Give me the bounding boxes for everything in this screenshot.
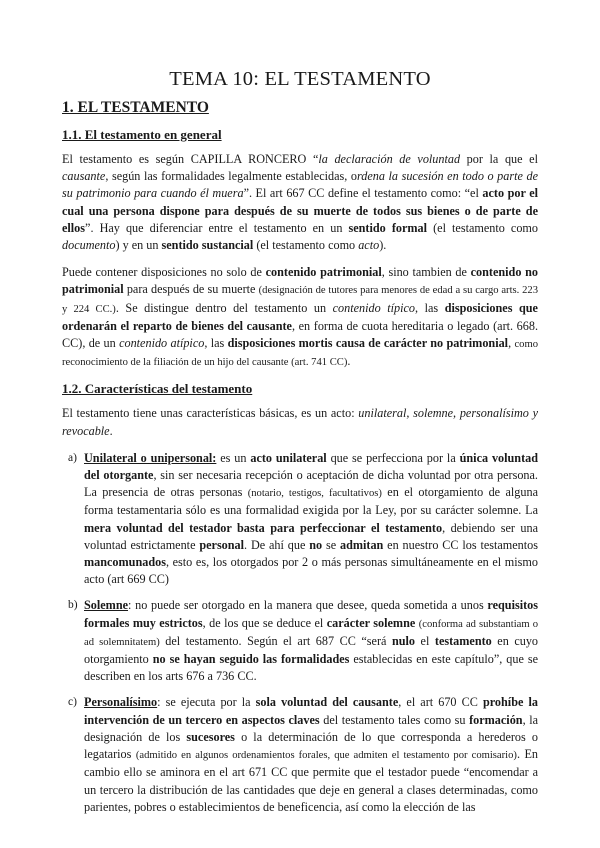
text-run: ). [379,238,387,253]
subsection-heading: 1.2. Características del testamento [62,381,253,397]
text-run: , la designación de los [84,712,539,744]
text-run: es un [216,450,251,465]
text-run: contenido atípico [119,336,205,351]
list-marker: c) [68,696,77,709]
text-run: para después de su muerte [123,282,259,297]
text-run: Puede contener disposiciones no solo de [62,265,266,280]
text-run: , en forma de cuota hereditaria o legado (art. 668. CC), de un [62,318,539,351]
text-run: establecidas en este capítulo”, que se describen en los arts 676 a 736 CC. [84,652,539,684]
text-run: disposiciones mortis causa de carácter no patrimonial [227,336,509,351]
paragraph [62,405,538,439]
text-run: ”. Hay que diferenciar entre el testamento en un [85,220,349,235]
text-run: como reconocimiento de la filiación de un hijo del causante (art. 741 CC) [62,339,538,369]
text-run: el [415,633,435,648]
text-run: formación [469,712,523,727]
text-run: en el otorgamiento de alguna forma testamentaria sólo es una formalidad exigida por la Ley, por su carácter solemne. La [84,485,538,518]
text-run: disposiciones que ordenarán el reparto de bienes del causante [62,300,538,333]
list-item [62,450,538,589]
text-run: (designación de tutores para menores de edad a su cargo arts. 223 y 224 CC.) [62,285,539,315]
text-run: : se ejecuta por la [157,695,256,710]
text-run: en nuestro CC los testamentos [383,537,538,552]
list-marker: b) [68,599,78,612]
text-run: Unilateral o unipersonal: [84,450,217,465]
text-run: por la que el [460,152,538,166]
list-marker: a) [68,451,77,464]
list-item [62,694,538,815]
text-run: sola voluntad del causante [255,695,399,710]
text-run: mancomunados [84,555,166,570]
text-run: ”. El art 667 CC define el testamento como: “el [243,186,483,201]
text-run: acto por el cual una persona dispone para después de su muerte de todos sus bienes o de parte de ellos [62,186,538,235]
text-run: (el testamento como [253,238,359,253]
section-heading: 1. EL TESTAMENTO [62,99,209,116]
text-run: unilateral, solemne, personalísimo y revocable [62,406,538,438]
text-run: El testamento tiene unas características básicas, es un acto: [62,406,359,421]
text-run: Personalísimo [84,695,158,710]
text-run: El testamento es según CAPILLA RONCERO “ [62,152,319,166]
subsection-heading: 1.1. El testamento en general [62,127,222,142]
text-run: rdena la sucesión en todo o parte de su patrimonio para cuando él muera [62,169,538,201]
text-run: en cuyo otorgamiento [84,633,539,667]
text-run: o la determinación de lo que corresponda a herederos o legatarios [84,729,538,762]
text-run: testamento [434,633,492,648]
text-run: , esto es, los otorgados por 2 o más personas simultáneamente en el mismo acto (art 669 CC) [84,555,538,587]
text-run: carácter solemne [326,615,416,630]
text-run: la declaración de voluntad [318,152,461,166]
text-run: no [309,537,323,552]
text-run: , sino tambien de [381,265,471,280]
paragraph [62,151,538,254]
text-run: . [109,423,113,438]
text-run: Solemne [84,598,129,613]
text-run: , de los que se deduce el [202,615,327,630]
text-run: (admitido en algunos ordenamientos forales, que admiten el testamento por comisario) [135,750,517,762]
text-run: documento [62,238,116,253]
text-run: requisitos formales muy estrictos [84,598,538,630]
text-run: . En cambio ello se aminora en el art 671 CC que permite que el testador puede “encomendar a un tercero la distribución de las cantidades que deje en general a clases determinadas, como parientes, pobres o establecimientos de beneficencia, así como la elección de las [84,747,538,814]
paragraph [62,264,538,371]
text-run: admitan [339,537,384,552]
text-run: prohíbe la intervención de un tercero en aspectos claves [84,695,538,727]
text-run: : no puede ser otorgado en la manera que desee, queda sometida a unos [128,598,488,613]
text-run: causante [62,169,106,184]
text-run: contenido no patrimonial [62,265,538,297]
text-run: contenido patrimonial [265,265,382,280]
text-run: , las [204,336,228,351]
text-run: no se hayan seguido las formalidades [152,652,350,667]
page-title: TEMA 10: EL TESTAMENTO [169,68,431,90]
text-run: del testamento. Según el art 687 CC “será [159,633,392,648]
text-run: acto unilateral [250,450,327,465]
text-run: se [322,537,340,552]
text-run: . De ahí que [244,537,310,552]
text-run: (conforma ad substantiam o ad solemnitatem) [84,618,538,648]
text-run: acto [358,238,380,253]
characteristics-list [62,450,538,816]
text-run: ) y en un [115,238,162,253]
text-run: sentido sustancial [161,238,254,253]
text-run: del testamento tales como su [319,712,470,727]
text-run: , las [415,300,445,315]
text-run: personal [199,537,245,552]
text-run: (el testamento como [427,220,538,235]
text-run: , [508,336,515,351]
text-run: que se perfecciona por la [326,450,460,465]
text-run: mera voluntad del testador basta para perfeccionar el testamento [84,520,443,535]
text-run: sucesores [186,729,235,744]
text-run: . [347,354,351,369]
list-item [62,597,538,685]
text-run: , sin ser necesaria recepción o aceptación de dicha voluntad por otra persona. La presencia de otras personas [84,468,538,500]
text-run: , debiendo ser una voluntad estrictamente [84,520,539,552]
text-run: . Se distingue dentro del testamento un [115,300,333,315]
text-run: , el art 670 CC [398,695,483,710]
text-run: nulo [391,633,416,648]
text-run: (notario, testigos, facultativos) [247,488,382,500]
text-run: sentido formal [348,220,428,235]
text-run: única voluntad del otorgante [84,450,539,483]
text-run: , según las formalidades legalmente establecidas, o [105,169,357,184]
text-run: contenido típico [332,300,416,315]
